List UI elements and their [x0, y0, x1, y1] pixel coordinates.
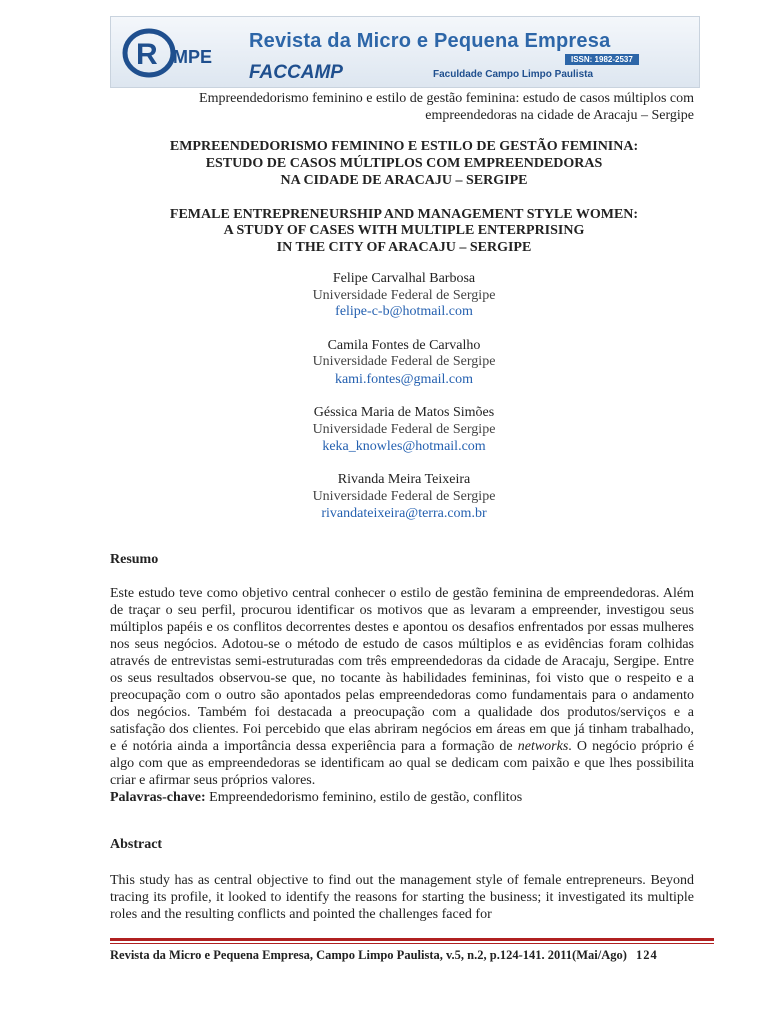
footer-citation-line	[110, 948, 730, 963]
title-en-line1: FEMALE ENTREPRENEURSHIP AND MANAGEMENT STYLE WOMEN:	[169, 207, 639, 222]
title-pt-line2: ESTUDO DE CASOS MÚLTIPLOS COM EMPREENDEDORAS	[205, 156, 603, 171]
author-affiliation: Universidade Federal de Sergipe	[312, 422, 496, 437]
resumo-text	[110, 585, 694, 806]
author-affiliation: Universidade Federal de Sergipe	[312, 288, 496, 303]
title-pt-line1: EMPREENDEDORISMO FEMININO E ESTILO DE GESTÃO FEMININA:	[169, 139, 639, 154]
resumo-text-part2: . O negócio próprio é algo com que as empreendedoras se identificam ao qual se dedicam com paixão e que lhes possibilita criar e afirmar seus próprios valores.	[110, 739, 694, 788]
title-pt-line3: NA CIDADE DE ARACAJU – SERGIPE	[280, 173, 528, 188]
author-email[interactable]: rivandateixeira@terra.com.br	[321, 506, 487, 521]
footer-rule-thin	[110, 943, 714, 944]
author-name: Felipe Carvalhal Barbosa	[332, 271, 476, 286]
svg-text:MPE: MPE	[173, 47, 213, 67]
faccamp-logo-text: FACCAMP	[249, 62, 343, 83]
running-header-line2: empreendedoras na cidade de Aracaju – Sergipe	[425, 108, 694, 123]
author-email[interactable]: kami.fontes@gmail.com	[334, 372, 474, 387]
author-affiliation: Universidade Federal de Sergipe	[312, 354, 496, 369]
author-name: Rivanda Meira Teixeira	[337, 472, 471, 487]
keywords-text: Empreendedorismo feminino, estilo de gestão, conflitos	[205, 790, 523, 805]
author-affiliation: Universidade Federal de Sergipe	[312, 489, 496, 504]
footer-citation: Revista da Micro e Pequena Empresa, Campo Limpo Paulista, v.5, n.2, p.124-141. 2011(Mai/Ago)	[110, 948, 627, 962]
resumo-italic-term: networks	[517, 739, 569, 754]
journal-banner	[110, 16, 700, 88]
journal-title: Revista da Micro e Pequena Empresa	[249, 30, 611, 52]
svg-text:R: R	[136, 38, 158, 71]
author-name: Géssica Maria de Matos Simões	[313, 405, 495, 420]
page-number: 124	[636, 948, 658, 962]
keywords-label: Palavras-chave:	[110, 790, 206, 805]
footer-rule-thick	[110, 938, 714, 941]
title-en-line3: IN THE CITY OF ARACAJU – SERGIPE	[276, 240, 532, 255]
author-email[interactable]: keka_knowles@hotmail.com	[322, 439, 486, 454]
author-name: Camila Fontes de Carvalho	[327, 338, 481, 353]
resumo-heading: Resumo	[110, 552, 159, 567]
author-email[interactable]: felipe-c-b@hotmail.com	[335, 304, 473, 319]
rmpe-logo	[121, 23, 239, 81]
resumo-text-part1: Este estudo teve como objetivo central conhecer o estilo de gestão feminina de empreendedoras. Além de traçar o seu perfil, procurou identificar os motivos que as levaram a empreender, investigou seus múltiplos papéis e os conflitos decorrentes destes e apontou os desafios enfrentados por essas mulheres nos seus negócios. Adotou-se o método de estudo de casos múltiplos e as evidências foram colhidas através de entrevistas semi-estruturadas com três empreendedoras da cidade de Aracaju, Sergipe. Entre os seus resultados observou-se que, no tocante às habilidades femininas, foi visto que o respeito e a preocupação com o outro são apontados pelas empreendedoras como fundamentais para o andamento dos negócios. Também foi destacada a preocupação com a qualidade dos produtos/serviços e a satisfação dos clientes. Foi percebido que elas abriram negócios em áreas em que já tinham trabalhado, e é notória ainda a importância dessa experiência para a formação de	[110, 586, 694, 754]
title-en-line2: A STUDY OF CASES WITH MULTIPLE ENTERPRISING	[223, 223, 585, 238]
running-header-line1: Empreendedorismo feminino e estilo de gestão feminina: estudo de casos múltiplos com	[199, 91, 694, 106]
abstract-heading: Abstract	[110, 837, 163, 852]
issn-badge: ISSN: 1982-2537	[565, 54, 639, 65]
faculdade-name: Faculdade Campo Limpo Paulista	[433, 69, 594, 80]
abstract-text: This study has as central objective to find out the management style of female entrepreneurs. Beyond tracing its profile, it looked to identify the reasons for starting the business; it investigated its multiple roles and the resulting conflicts and pointed the challenges faced for	[110, 873, 694, 922]
